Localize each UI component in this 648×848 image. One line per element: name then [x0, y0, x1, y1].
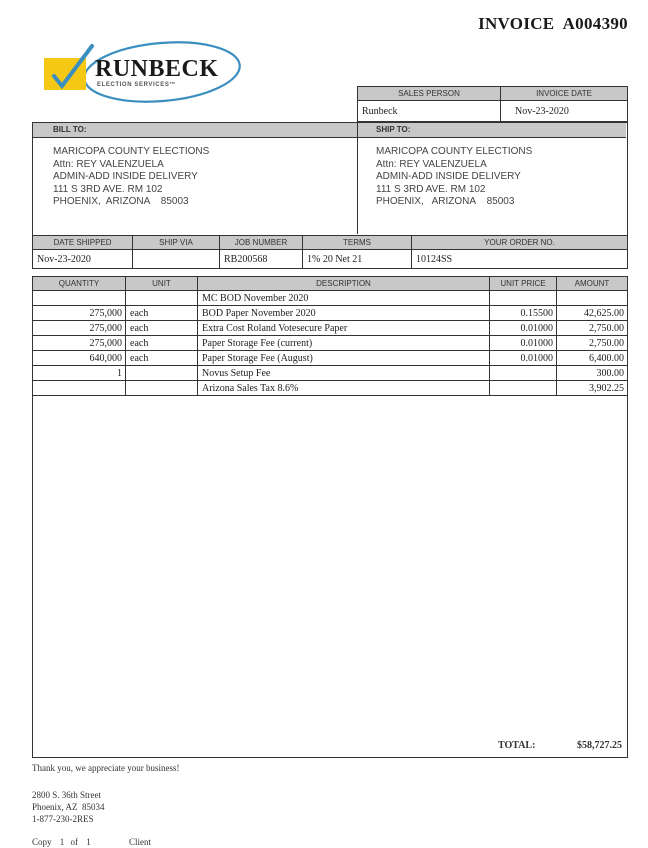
amount-header: AMOUNT: [557, 277, 628, 291]
unit-header: UNIT: [126, 277, 198, 291]
company-logo: [40, 38, 245, 110]
quantity-cell: [33, 291, 126, 306]
table-row: [33, 351, 628, 366]
table-row: [33, 336, 628, 351]
quantity-cell: 275,000: [33, 321, 126, 336]
amount-cell: 6,400.00: [557, 351, 628, 366]
shipping-table: [32, 235, 628, 269]
quantity-header: QUANTITY: [33, 277, 126, 291]
table-row: [33, 306, 628, 321]
sales-table: [357, 86, 628, 122]
quantity-cell: 640,000: [33, 351, 126, 366]
unit-price-cell: [490, 291, 557, 306]
copy-number: 1: [59, 837, 65, 847]
quantity-cell: 275,000: [33, 306, 126, 321]
amount-cell: 42,625.00: [557, 306, 628, 321]
copy-type: Client: [129, 837, 152, 847]
copy-of: of: [70, 837, 79, 847]
address-box: [32, 122, 628, 236]
address-header-bar: [33, 123, 626, 138]
ship-to-line: ADMIN-ADD INSIDE DELIVERY: [376, 171, 521, 182]
unit-price-header: UNIT PRICE: [490, 277, 557, 291]
unit-price-cell: 0.01000: [490, 321, 557, 336]
unit-price-cell: 0.01000: [490, 336, 557, 351]
phone-line: 1-877-230-2RES: [32, 814, 94, 824]
bill-to-address: [53, 146, 209, 209]
table-row: [33, 381, 628, 396]
unit-price-cell: [490, 366, 557, 381]
date-shipped-header: DATE SHIPPED: [33, 236, 133, 250]
unit-price-cell: 0.15500: [490, 306, 557, 321]
unit-cell: each: [126, 306, 198, 321]
ship-to-line: PHOENIX, ARIZONA 85003: [376, 196, 515, 207]
job-number-header: JOB NUMBER: [220, 236, 303, 250]
description-cell: Extra Cost Roland Votesecure Paper: [198, 321, 490, 336]
invoice-title: INVOICE A004390: [478, 14, 628, 33]
unit-price-cell: [490, 381, 557, 396]
copy-label: Copy: [32, 837, 52, 847]
address-line: Phoenix, AZ 85034: [32, 802, 105, 812]
unit-cell: each: [126, 336, 198, 351]
terms-header: TERMS: [303, 236, 412, 250]
quantity-cell: [33, 381, 126, 396]
invoice-date-value: Nov-23-2020: [501, 101, 628, 122]
description-cell: Paper Storage Fee (current): [198, 336, 490, 351]
table-row: [33, 321, 628, 336]
unit-cell: each: [126, 321, 198, 336]
total-value: $58,727.25: [577, 740, 622, 751]
amount-cell: 300.00: [557, 366, 628, 381]
unit-cell: each: [126, 351, 198, 366]
address-divider: [357, 123, 358, 234]
bill-to-line: MARICOPA COUNTY ELECTIONS: [53, 146, 210, 157]
unit-cell: [126, 291, 198, 306]
amount-cell: 3,902.25: [557, 381, 628, 396]
order-number-value: 10124SS: [412, 250, 628, 269]
address-line: 2800 S. 36th Street: [32, 790, 101, 800]
ship-to-line: Attn: REY VALENZUELA: [376, 158, 487, 170]
copy-total: 1: [86, 837, 91, 847]
bill-to-line: Attn: REY VALENZUELA: [53, 158, 164, 170]
unit-price-cell: 0.01000: [490, 351, 557, 366]
ship-to-line: MARICOPA COUNTY ELECTIONS: [376, 146, 533, 157]
invoice-date-header: INVOICE DATE: [501, 87, 628, 101]
description-cell: Novus Setup Fee: [198, 366, 490, 381]
items-table: [32, 276, 628, 396]
ship-via-header: SHIP VIA: [133, 236, 220, 250]
ship-to-line: 111 S 3RD AVE. RM 102: [376, 183, 486, 195]
bill-to-line: ADMIN-ADD INSIDE DELIVERY: [53, 171, 198, 182]
ship-to-label: SHIP TO:: [376, 125, 411, 134]
unit-cell: [126, 366, 198, 381]
ship-via-value: [133, 250, 220, 269]
unit-cell: [126, 381, 198, 396]
description-cell: BOD Paper November 2020: [198, 306, 490, 321]
terms-value: 1% 20 Net 21: [303, 250, 412, 269]
thank-you-note: Thank you, we appreciate your business!: [32, 763, 180, 773]
logo-tagline: ELECTION SERVICES™: [97, 82, 177, 88]
date-shipped-value: Nov-23-2020: [33, 250, 133, 269]
sales-person-value: Runbeck: [358, 101, 501, 122]
job-number-value: RB200568: [220, 250, 303, 269]
logo-brand: RUNBECK: [95, 56, 219, 82]
amount-cell: 2,750.00: [557, 321, 628, 336]
copy-line: [32, 836, 151, 848]
quantity-cell: 275,000: [33, 336, 126, 351]
bill-to-line: PHOENIX, ARIZONA 85003: [53, 196, 189, 207]
sales-person-header: SALES PERSON: [358, 87, 501, 101]
table-row: [33, 366, 628, 381]
amount-cell: 2,750.00: [557, 336, 628, 351]
order-number-header: YOUR ORDER NO.: [412, 236, 628, 250]
description-cell: Paper Storage Fee (August): [198, 351, 490, 366]
table-row: [33, 291, 628, 306]
total-label: TOTAL:: [498, 740, 536, 751]
quantity-cell: 1: [33, 366, 126, 381]
bill-to-line: 111 S 3RD AVE. RM 102: [53, 183, 163, 195]
amount-cell: [557, 291, 628, 306]
description-cell: MC BOD November 2020: [198, 291, 490, 306]
company-address: [32, 789, 105, 825]
bill-to-label: BILL TO:: [53, 125, 87, 134]
description-cell: Arizona Sales Tax 8.6%: [198, 381, 490, 396]
description-header: DESCRIPTION: [198, 277, 490, 291]
ship-to-address: [376, 146, 532, 209]
